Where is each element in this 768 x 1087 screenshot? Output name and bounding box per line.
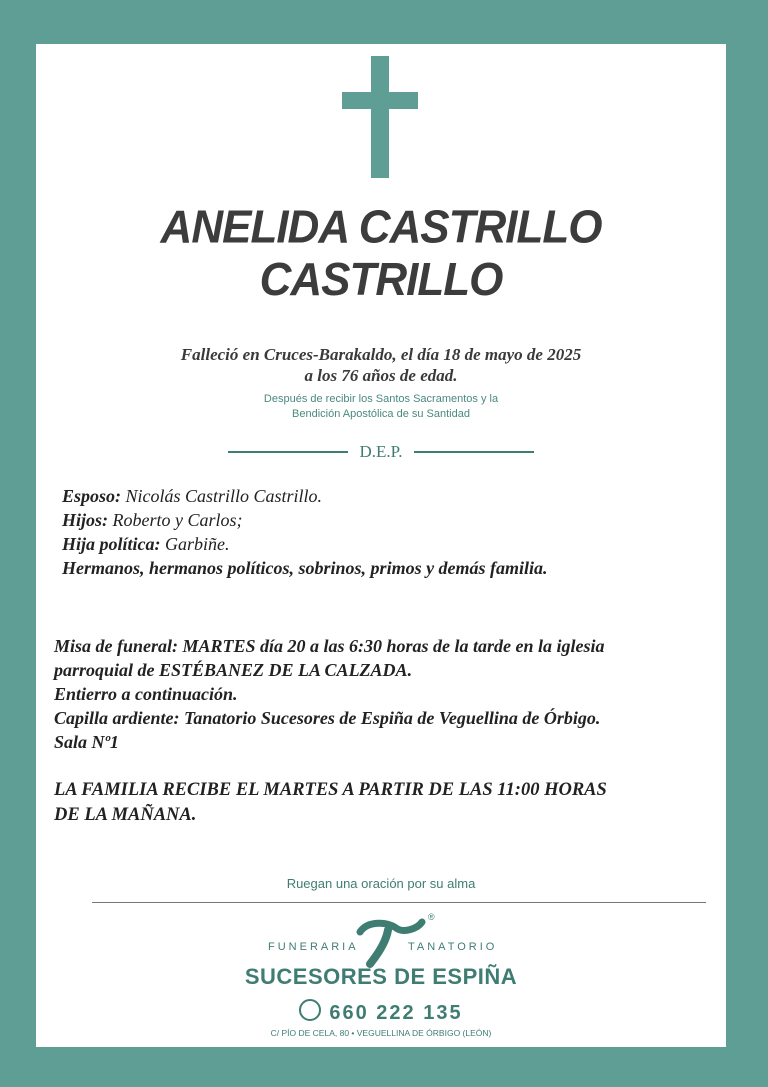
deceased-name: ANELIDA CASTRILLO CASTRILLO [160, 201, 602, 306]
divider-left [228, 451, 348, 453]
children-label: Hijos: [62, 510, 109, 530]
sacraments-line-1: Después de recibir los Santos Sacramentos y la [263, 393, 499, 405]
brand-funeraria: FUNERARIA [268, 941, 359, 953]
inlaw-label: Hija política: [62, 534, 161, 554]
family-children [62, 508, 712, 532]
registered-mark: ® [428, 912, 435, 922]
funeral-line-3: Entierro a continuación. [54, 684, 238, 704]
family-others: Hermanos, hermanos políticos, sobrinos, primos y demás familia. [62, 558, 548, 578]
dep-divider [216, 440, 546, 464]
death-place-date: Falleció en Cruces-Barakaldo, el día 18 de mayo de 2025 [180, 345, 582, 364]
funeral-line-2: parroquial de ESTÉBANEZ DE LA CALZADA. [54, 660, 413, 680]
sacraments-note [36, 392, 726, 422]
brand-name: SUCESORES DE ESPIÑA [244, 964, 518, 989]
dep-text: D.E.P. [359, 442, 403, 461]
death-info [36, 344, 726, 386]
footer-divider [92, 902, 706, 903]
family-list [62, 484, 712, 580]
spouse-label: Esposo: [62, 486, 122, 506]
funeral-details [54, 634, 714, 754]
family-spouse [62, 484, 712, 508]
address: C/ PÍO DE CELA, 80 • VEGUELLINA DE ÓRBIGO (LEÓN) [270, 1028, 492, 1038]
reception-line-1: LA FAMILIA RECIBE EL MARTES A PARTIR DE LAS 11:00 HORAS [54, 780, 607, 800]
phone-icon [299, 999, 321, 1021]
divider-right [414, 451, 534, 453]
funeral-line-1: Misa de funeral: MARTES día 20 a las 6:30 horas de la tarde en la iglesia [54, 636, 605, 656]
phone-number: 660 222 135 [329, 1002, 463, 1024]
sacraments-line-2: Bendición Apostólica de su Santidad [292, 408, 470, 420]
children-value: Roberto y Carlos; [112, 510, 243, 530]
inlaw-value: Garbiñe. [165, 534, 230, 554]
prayer-request: Ruegan una oración por su alma [286, 876, 476, 891]
reception-line-2: DE LA MAÑANA. [54, 805, 197, 825]
reception-notice [54, 778, 719, 828]
family-inlaw [62, 532, 712, 556]
obituary-card [36, 44, 726, 1047]
phone-line [36, 999, 726, 1025]
funeral-line-4: Capilla ardiente: Tanatorio Sucesores de Espiña de Veguellina de Órbigo. [54, 708, 601, 728]
funeral-logo-icon [348, 910, 438, 970]
brand-tanatorio: TANATORIO [408, 941, 498, 953]
cross-icon [342, 56, 418, 178]
spouse-value: Nicolás Castrillo Castrillo. [125, 486, 323, 506]
death-age: a los 76 años de edad. [304, 366, 458, 385]
funeral-line-5: Sala Nº1 [54, 732, 119, 752]
